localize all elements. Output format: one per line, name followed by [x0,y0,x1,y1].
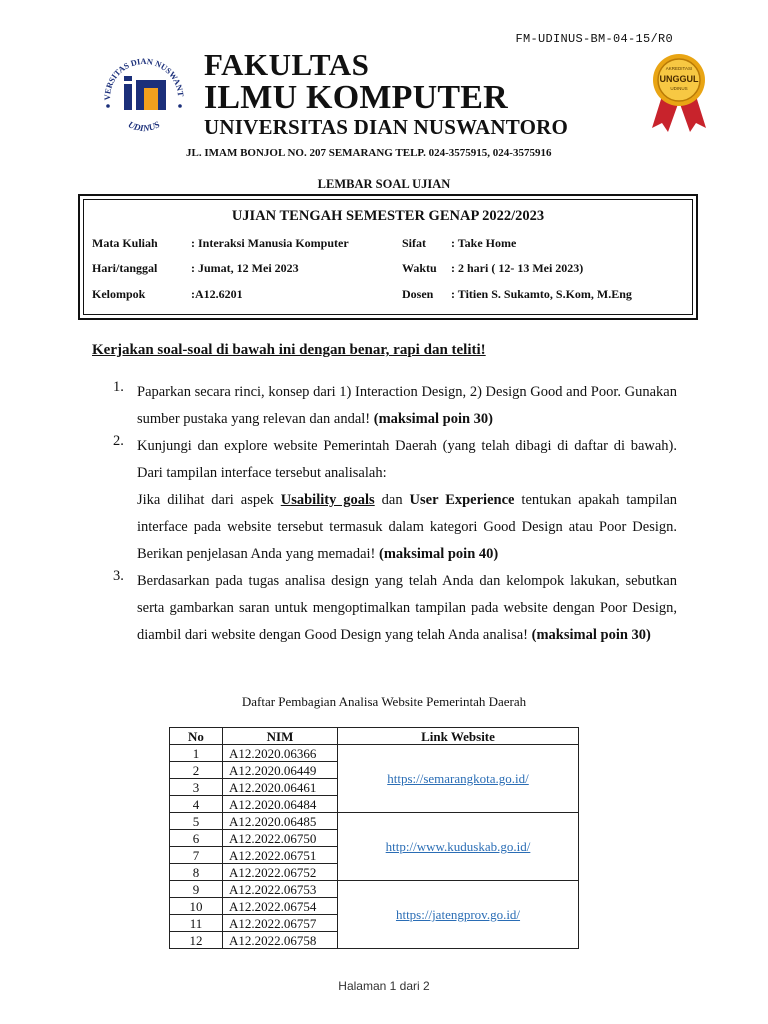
row-nim: A12.2020.06366 [223,745,338,762]
link-semarang[interactable]: https://semarangkota.go.id/ [338,745,579,813]
row-nim: A12.2022.06753 [223,881,338,898]
user-experience-term: User Experience [409,492,515,508]
dosen-value: : Titien S. Sukamto, S.Kom, M.Eng [451,287,632,301]
question-1-points: (maksimal poin 30) [373,411,493,427]
row-no: 8 [170,864,223,881]
row-nim: A12.2022.06750 [223,830,338,847]
row-no: 4 [170,796,223,813]
waktu-label: Waktu [402,261,437,275]
exam-title: UJIAN TENGAH SEMESTER GENAP 2022/2023 [231,208,545,224]
waktu-value: : 2 hari ( 12- 13 Mei 2023) [451,261,584,275]
row-nim: A12.2022.06757 [223,915,338,932]
row-nim: A12.2022.06752 [223,864,338,881]
page-number: Halaman 1 dari 2 [338,979,430,993]
question-2-text-b2: dan [374,492,410,508]
question-2-points: (maksimal poin 40) [378,546,499,562]
table-row [170,745,579,762]
row-nim: A12.2022.06751 [223,847,338,864]
question-2-text-b3: tentukan apakah tampilan interface pada website tersebut termasuk dalam kategori Good Design atau Poor Design. Berikan penjelasan Anda yang memadai! [137,492,678,562]
question-3-points: (maksimal poin 30) [531,627,651,643]
link-kudus[interactable]: http://www.kuduskab.go.id/ [338,813,579,881]
question-1 [137,379,677,433]
row-no: 1 [170,745,223,762]
question-1-text: Paparkan secara rinci, konsep dari 1) Interaction Design, 2) Design Good and Poor. Gunakan sumber pustaka yang relevan dan andal! [137,384,677,427]
question-2-number: 2. [113,433,124,449]
table-caption: Daftar Pembagian Analisa Website Pemerintah Daerah [241,694,527,709]
address: JL. IMAM BONJOL NO. 207 SEMARANG TELP. 024-3575915, 024-3575916 [186,147,552,159]
question-3-text: Berdasarkan pada tugas analisa design yang telah Anda dan kelompok lakukan, sebutkan serta gambarkan saran untuk mengoptimalkan tampilan pada website dengan Poor Design, diambil dari website dengan Good Design yang telah Anda analisa! [137,573,677,643]
row-nim: A12.2020.06484 [223,796,338,813]
exam-info-box [78,194,698,320]
logo-text-bottom: UDINUS [126,119,162,134]
row-nim: A12.2022.06758 [223,932,338,949]
logo-text-top: VERSITAS DIAN NUSWANT [102,56,186,101]
row-nim: A12.2022.06754 [223,898,338,915]
link-jateng[interactable]: https://jatengprov.go.id/ [338,881,579,949]
university-name: UNIVERSITAS DIAN NUSWANTORO [204,115,569,139]
question-3 [137,568,677,649]
question-2-text: Kunjungi dan explore website Pemerintah Daerah (yang telah dibagi di daftar di bawah). Dari tampilan interface tersebut analisalah: [137,438,677,481]
hari-value: : Jumat, 12 Mei 2023 [191,261,299,275]
dosen-label: Dosen [402,287,434,301]
row-nim: A12.2020.06449 [223,762,338,779]
question-1-number: 1. [113,379,124,395]
row-no: 2 [170,762,223,779]
row-no: 6 [170,830,223,847]
badge-line3: UDINUS [670,86,688,91]
badge-line1: AKREDITASI [665,66,693,71]
kelompok-value: :A12.6201 [191,287,243,301]
question-2-text-b1: Jika dilihat dari aspek [137,492,281,508]
row-no: 12 [170,932,223,949]
hari-label: Hari/tanggal [92,261,158,275]
table-row [170,881,579,898]
badge-line2: UNGGUL [659,74,699,84]
row-no: 9 [170,881,223,898]
table-row [170,813,579,830]
row-nim: A12.2020.06461 [223,779,338,796]
faculty-name: ILMU KOMPUTER [204,79,508,116]
question-2-detail [137,487,677,568]
usability-goals-term: Usability goals [280,492,375,508]
instruction: Kerjakan soal-soal di bawah ini dengan benar, rapi dan teliti! [92,342,486,358]
row-no: 3 [170,779,223,796]
question-3-number: 3. [113,568,124,584]
row-no: 5 [170,813,223,830]
mata-kuliah-value: : Interaksi Manusia Komputer [191,236,349,250]
university-logo [98,50,190,142]
col-no-header: No [170,728,223,745]
sheet-title: LEMBAR SOAL UJIAN [317,177,451,191]
accreditation-badge [648,52,710,136]
row-nim: A12.2020.06485 [223,813,338,830]
col-link-header: Link Website [338,728,579,745]
row-no: 7 [170,847,223,864]
row-no: 10 [170,898,223,915]
sifat-label: Sifat [402,236,426,250]
faculty-title: FAKULTAS [204,47,370,82]
row-no: 11 [170,915,223,932]
question-2 [137,433,677,568]
table-header-row [170,728,579,745]
mata-kuliah-label: Mata Kuliah [92,236,158,250]
kelompok-label: Kelompok [92,287,146,301]
form-code: FM-UDINUS-BM-04-15/R0 [515,32,673,46]
col-nim-header: NIM [223,728,338,745]
website-assignment-table [169,727,579,949]
svg-text:UDINUS [127,119,162,133]
sifat-value: : Take Home [451,236,517,250]
